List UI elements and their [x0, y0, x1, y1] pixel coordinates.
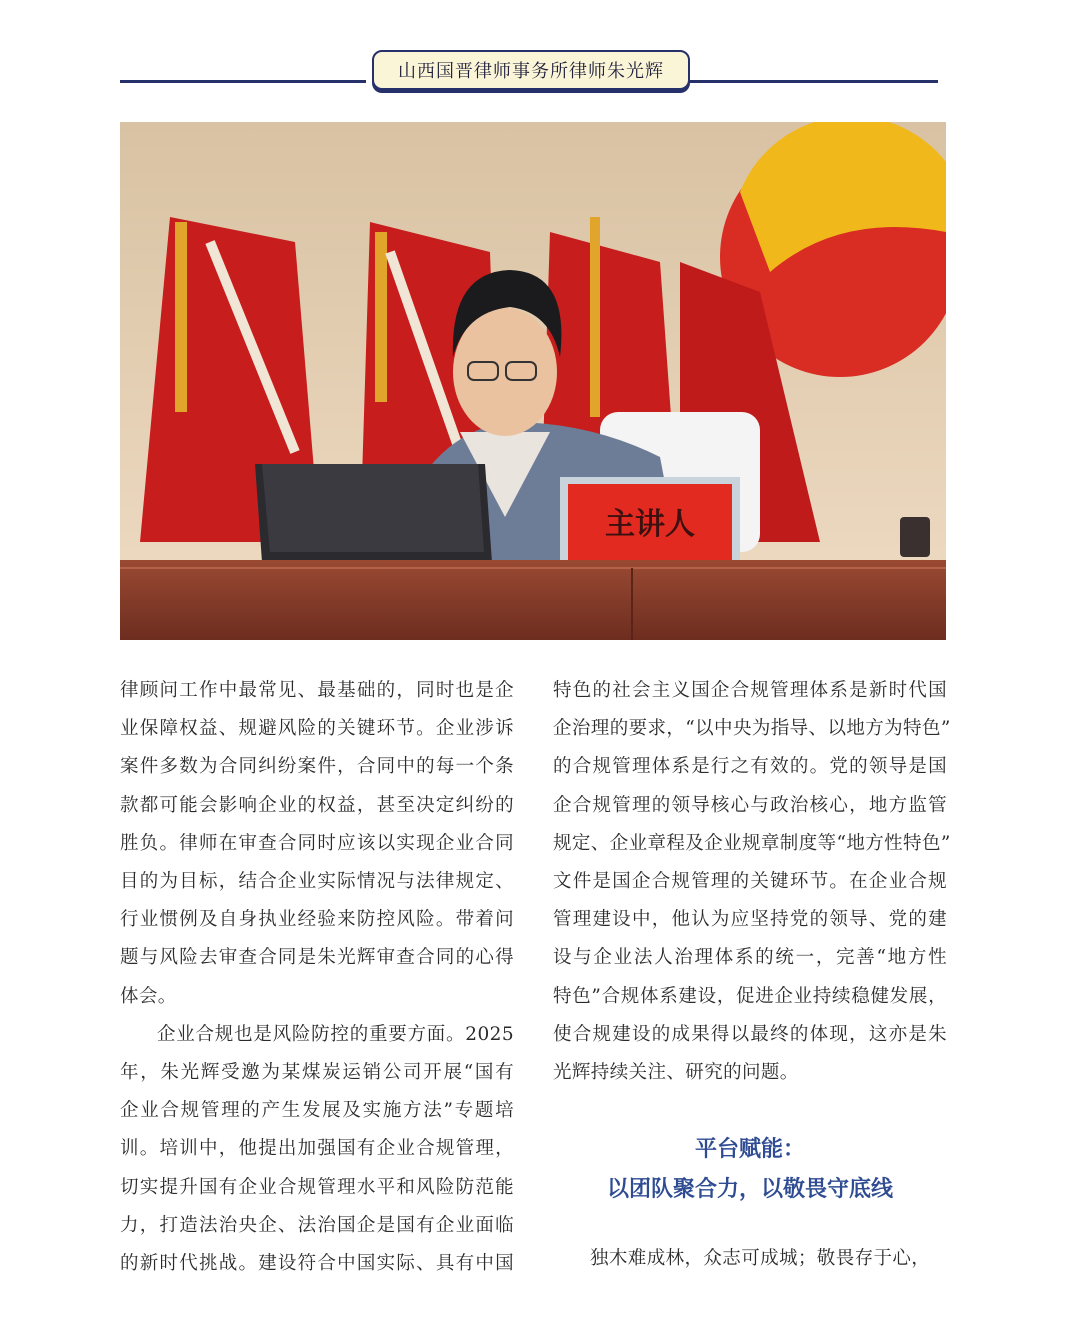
laptop	[255, 464, 492, 562]
header-rule-right	[690, 80, 938, 83]
text-line: 切实提升国有企业合规管理水平和风险防范能	[120, 1176, 514, 1198]
text-line: 企业合规也是风险防控的重要方面。2025	[157, 1023, 514, 1045]
text-line: 年，朱光辉受邀为某煤炭运销公司开展“国有	[120, 1062, 514, 1084]
text-line: 企合规管理的领导核心与政治核心，地方监管	[553, 794, 947, 816]
lecture-photo-illustration	[120, 122, 946, 640]
tail-paragraph: 独木难成林，众志可成城；敬畏存于心，	[590, 1248, 931, 1269]
text-line: 目的为目标，结合企业实际情况与法律规定、	[120, 871, 514, 893]
text-line: 题与风险去审查合同是朱光辉审查合同的心得	[120, 947, 514, 969]
fringe-3	[590, 217, 600, 417]
right-para-1	[553, 672, 951, 1092]
text-line: 特色”合规体系建设，促进企业持续稳健发展，	[553, 985, 947, 1007]
text-line: 光辉持续关注、研究的问题。	[553, 1062, 799, 1084]
header-title: 山西国晋律师事务所律师朱光辉	[398, 61, 664, 82]
text-line: 力，打造法治央企、法治国企是国有企业面临	[120, 1214, 514, 1236]
section-heading-line-2: 以团队聚合力，以敬畏守底线	[606, 1177, 893, 1202]
laptop-screen	[262, 464, 484, 552]
fringe-2	[375, 232, 387, 402]
left-column	[120, 672, 514, 1283]
text-line: 管理建设中，他认为应坚持党的领导、党的建	[553, 909, 947, 931]
nameplate-text: 主讲人	[605, 507, 695, 542]
left-para-1	[120, 672, 514, 1016]
text-line: 设与企业法人治理体系的统一，完善“地方性	[553, 947, 947, 969]
text-line: 企治理的要求，“以中央为指导、以地方为特色”	[553, 718, 951, 740]
section-heading	[553, 1130, 947, 1210]
text-line: 的新时代挑战。建设符合中国实际、具有中国	[120, 1253, 514, 1275]
text-line: 训。培训中，他提出加强国有企业合规管理，	[120, 1138, 514, 1160]
text-line: 行业惯例及自身执业经验来防控风险。带着问	[120, 909, 514, 931]
microphone-base	[900, 517, 930, 557]
header-rule-left	[120, 80, 366, 83]
header-title-tab	[372, 50, 690, 90]
text-line: 使合规建设的成果得以最终的体现，这亦是朱	[553, 1023, 947, 1045]
section-heading-line-1: 平台赋能：	[694, 1137, 805, 1162]
text-line: 业保障权益、规避风险的关键环节。企业涉诉	[120, 718, 514, 740]
text-line: 案件多数为合同纠纷案件，合同中的每一个条	[120, 756, 514, 778]
left-para-2	[120, 1016, 514, 1283]
desk	[120, 560, 946, 640]
text-line: 律顾问工作中最常见、最基础的，同时也是企	[120, 680, 514, 701]
right-column	[553, 672, 951, 1092]
text-line: 特色的社会主义国企合规管理体系是新时代国	[553, 680, 947, 701]
lecture-photo	[120, 122, 946, 640]
nameplate	[560, 477, 740, 565]
text-line: 款都可能会影响企业的权益，甚至决定纠纷的	[120, 794, 514, 816]
text-line: 体会。	[120, 985, 177, 1007]
text-line: 胜负。律师在审查合同时应该以实现企业合同	[120, 832, 514, 854]
text-line: 文件是国企合规管理的关键环节。在企业合规	[553, 871, 947, 893]
fringe-1	[175, 222, 187, 412]
text-line: 规定、企业章程及企业规章制度等“地方性特色”	[553, 832, 951, 854]
text-line: 的合规管理体系是行之有效的。党的领导是国	[553, 756, 947, 778]
text-line: 企业合规管理的产生发展及实施方法”专题培	[120, 1100, 514, 1122]
